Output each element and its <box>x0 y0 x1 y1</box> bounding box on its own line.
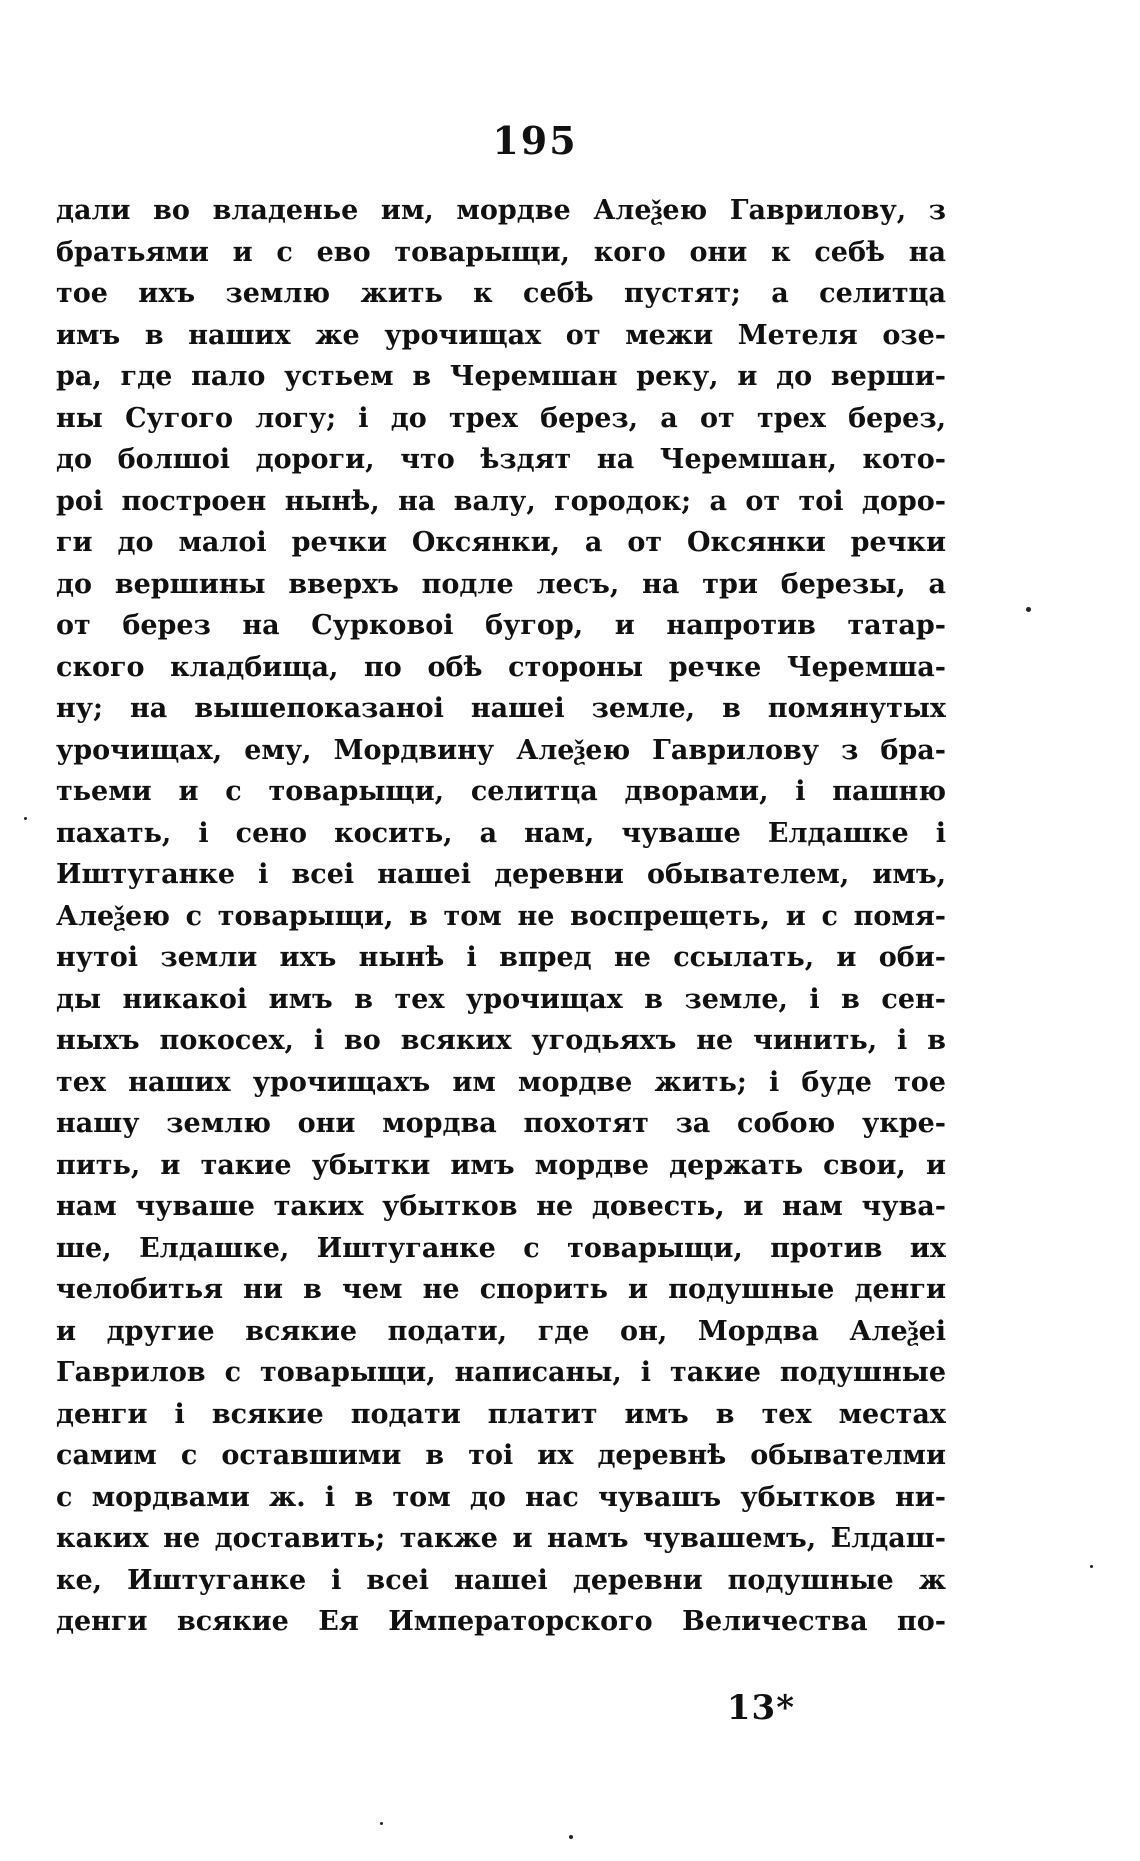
body-text <box>56 190 946 1643</box>
text-line: до болшоі дороги, что ѣздят на Черемшан, кото- <box>56 444 946 475</box>
text-line: тех наших урочищахъ им мордве жить; і буде тое <box>56 1066 946 1098</box>
text-line: нутоі земли ихъ нынѣ і впред не ссылать, и оби- <box>56 942 946 973</box>
text-line: ского кладбища, по обѣ стороны речке Черемша- <box>56 651 946 683</box>
text-line: пить, и такие убытки имъ мордве держать свои, и <box>56 1149 946 1181</box>
text-line: тьеми и с товарыщи, селитца дворами, і пашню <box>56 776 946 807</box>
text-line: денги і всякие подати платит имъ в тех местах <box>56 1398 946 1430</box>
text-line: ра, где пало устьем в Черемшан реку, и до верши- <box>56 361 946 392</box>
scan-speck <box>1026 607 1031 612</box>
text-line: каких не доставить; также и намъ чувашемъ, Елдаш- <box>56 1523 946 1554</box>
scan-speck <box>1090 1565 1093 1568</box>
text-line: братьями и с ево товарыщи, кого они к себѣ на <box>56 236 946 268</box>
page-number: 195 <box>492 118 578 163</box>
text-line: нам чуваше таких убытков не довесть, и нам чува- <box>56 1191 946 1222</box>
text-line: и другие всякие подати, где он, Мордва Алеѯеі <box>56 1315 946 1347</box>
scan-speck <box>569 1835 573 1839</box>
text-line: с мордвами ж. і в том до нас чувашъ убытков ни- <box>56 1481 946 1513</box>
text-line: денги всякие Ея Императорского Величества по- <box>56 1606 946 1637</box>
text-line: ги до малоі речки Оксянки, а от Оксянки речки <box>56 527 946 558</box>
scan-speck <box>380 1822 383 1825</box>
text-line: дали во владенье им, мордве Алеѯею Гаврилову, з <box>56 195 946 226</box>
text-line: Гаврилов с товарыщи, написаны, і такие подушные <box>56 1357 946 1388</box>
scan-speck <box>24 817 27 820</box>
signature-mark: 13* <box>726 1688 795 1728</box>
text-line: ны Сугого логу; і до трех берез, а от трех берез, <box>56 402 946 434</box>
text-line: роі построен нынѣ, на валу, городок; а от тоі доро- <box>56 485 946 517</box>
text-line: ше, Елдашке, Иштуганке с товарыщи, против их <box>56 1232 946 1264</box>
text-line: от берез на Сурковоі бугор, и напротив татар- <box>56 610 946 641</box>
text-line: Иштуганке і всеі нашеі деревни обывателем, имъ, <box>56 859 946 890</box>
text-line: тое ихъ землю жить к себѣ пустят; а селитца <box>56 278 946 309</box>
text-line: урочищах, ему, Мордвину Алеѯею Гаврилову з бра- <box>56 734 946 766</box>
text-line: пахать, і сено косить, а нам, чуваше Елдашке і <box>56 817 946 849</box>
text-line: челобитья ни в чем не спорить и подушные денги <box>56 1274 946 1305</box>
text-line: ке, Иштуганке і всеі нашеі деревни подушные ж <box>56 1564 946 1596</box>
text-line: нашу землю они мордва похотят за собою укре- <box>56 1108 946 1139</box>
text-line: имъ в наших же урочищах от межи Метеля озе- <box>56 319 946 351</box>
text-line: ды никакоі имъ в тех урочищах в земле, і в сен- <box>56 983 946 1015</box>
text-line: Алеѯею с товарыщи, в том не воспрещеть, и с помя- <box>56 900 946 932</box>
text-line: ныхъ покосех, і во всяких угодьяхъ не чинить, і в <box>56 1025 946 1056</box>
text-line: самим с оставшими в тоі их деревнѣ обывателми <box>56 1440 946 1471</box>
text-line: до вершины вверхъ подле лесъ, на три березы, а <box>56 568 946 600</box>
text-line: ну; на вышепоказаноі нашеі земле, в помянутых <box>56 693 946 724</box>
